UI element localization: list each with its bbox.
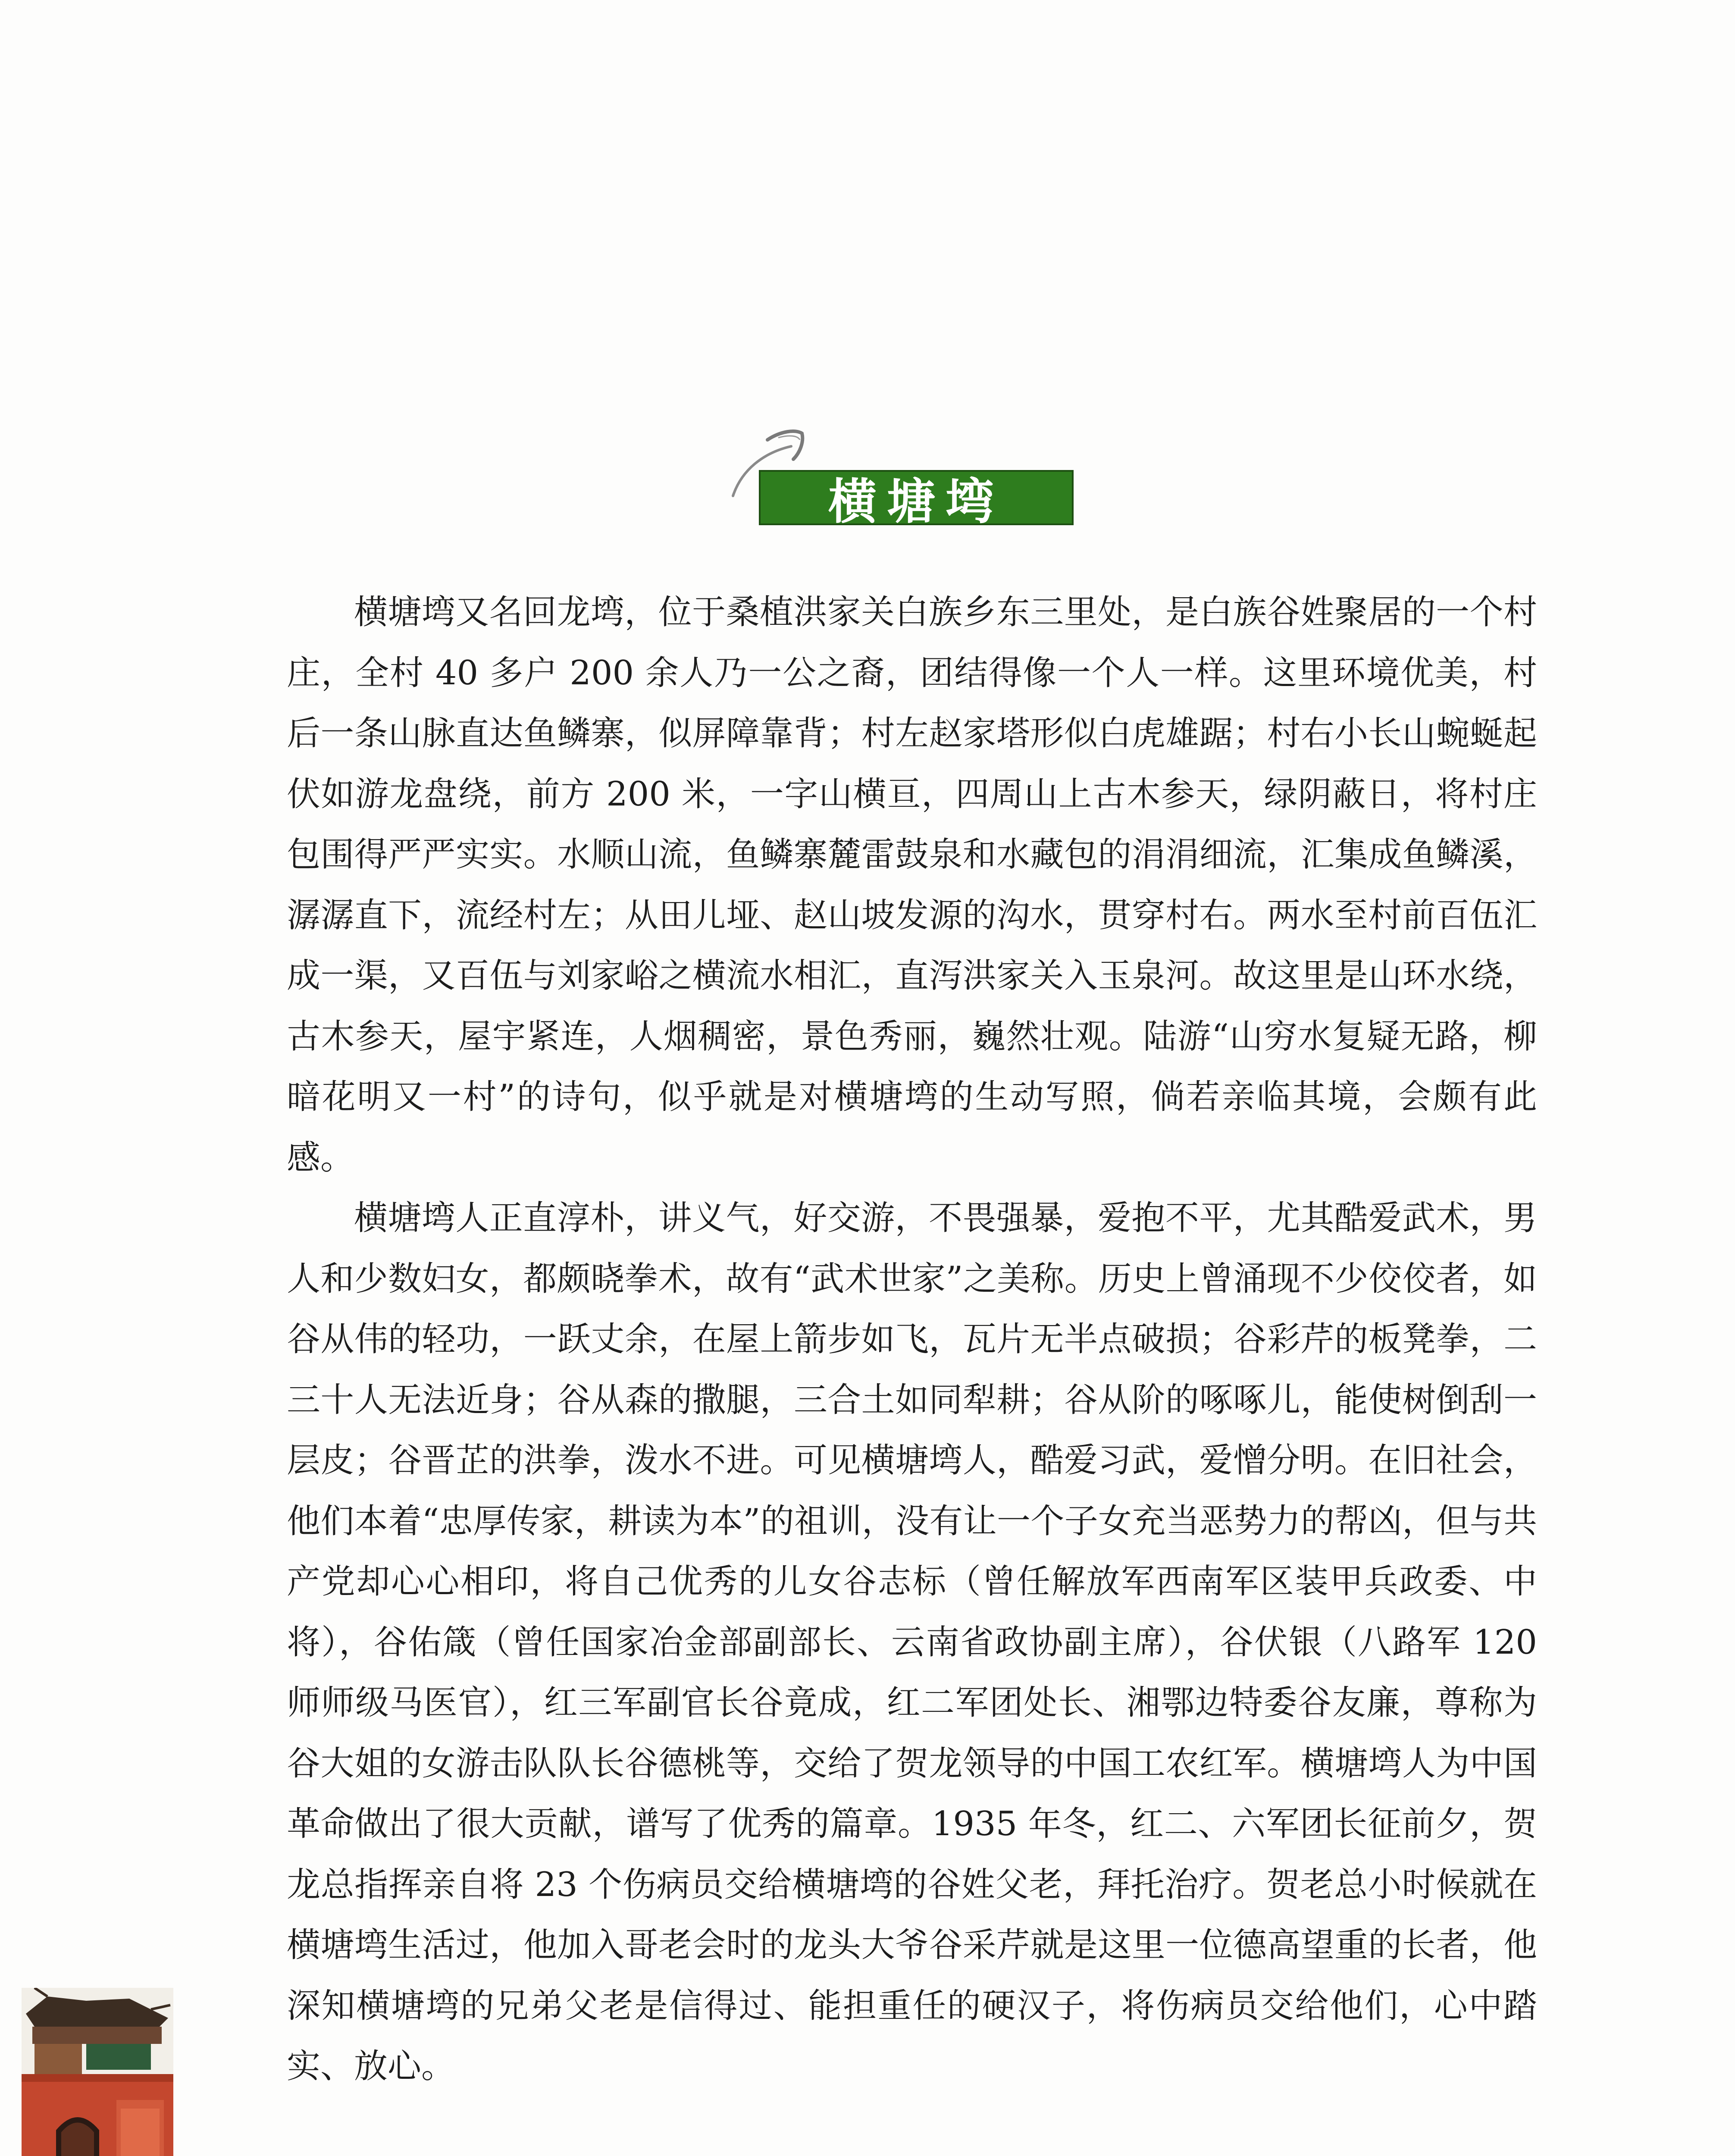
temple-gate-image [22,1988,173,2156]
article-body [287,582,1537,2097]
section-title-block [716,423,1078,530]
paragraph: 横塘塆又名回龙塆，位于桑植洪家关白族乡东三里处，是白族谷姓聚居的一个村庄，全村 40 多户 200 余人乃一公之裔，团结得像一个人一样。这里环境优美，村后一条山脉直达鱼鳞寨，似屏障靠背；村左赵家塔形似白虎雄踞；村右小长山蜿蜒起伏如游龙盘绕，前方 200 米，一字山横亘，四周山上古木参天，绿阴蔽日，将村庄包围得严严实实。水顺山流，鱼鳞寨麓雷鼓泉和水藏包的涓涓细流，汇集成鱼鳞溪，潺潺直下，流经村左；从田儿垭、赵山坡发源的沟水，贯穿村右。两水至村前百伍汇成一渠，又百伍与刘家峪之横流水相汇，直泻洪家关入玉泉河。故这里是山环水绕，古木参天，屋宇紧连，人烟稠密，景色秀丽，巍然壮观。陆游“山穷水复疑无路，柳暗花明又一村”的诗句，似乎就是对横塘塆的生动写照，倘若亲临其境，会颇有此感。 [287,593,1537,1177]
paragraph: 横塘塆人正直淳朴，讲义气，好交游，不畏强暴，爱抱不平，尤其酷爱武术，男人和少数妇女，都颇晓拳术，故有“武术世家”之美称。历史上曾涌现不少佼佼者，如谷从伟的轻功，一跃丈余，在屋上箭步如飞，瓦片无半点破损；谷彩芹的板凳拳，二三十人无法近身；谷从森的撒腿，三合土如同犁耕；谷从阶的啄啄儿，能使树倒刮一层皮；谷晋芷的洪拳，泼水不进。可见横塘塆人，酷爱习武，爱憎分明。在旧社会，他们本着“忠厚传家，耕读为本”的祖训，没有让一个子女充当恶势力的帮凶，但与共产党却心心相印，将自己优秀的儿女谷志标（曾任解放军西南军区装甲兵政委、中将），谷佑箴（曾任国家冶金部副部长、云南省政协副主席），谷伏银（八路军 120 师师级马医官），红三军副官长谷竟成，红二军团处长、湘鄂边特委谷友廉，尊称为谷大姐的女游击队队长谷德桃等，交给了贺龙领导的中国工农红军。横塘塆人为中国革命做出了很大贡献，谱写了优秀的篇章。1935 年冬，红二、六军团长征前夕，贺龙总指挥亲自将 23 个伤病员交给横塘塆的谷姓父老，拜托治疗。贺老总小时候就在横塘塆生活过，他加入哥老会时的龙头大爷谷采芹就是这里一位德高望重的长者，他深知横塘塆的兄弟父老是信得过、能担重任的硬汉子，将伤病员交给他们，心中踏实、放心。 [287,1199,1537,2086]
temple-gate-illustration [22,1988,173,2156]
page-title: 横塘塆 [828,473,1004,530]
title-box [759,470,1074,530]
